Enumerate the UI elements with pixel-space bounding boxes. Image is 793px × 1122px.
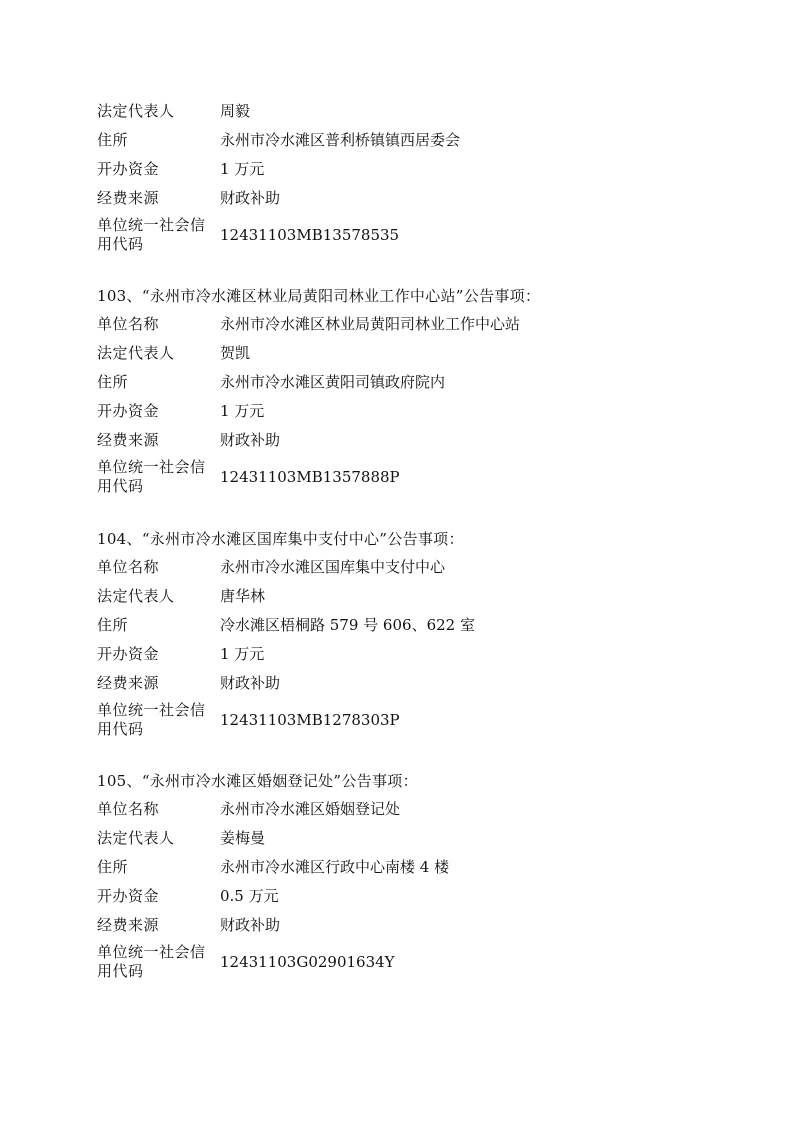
label-line: 单位统一社会信 (97, 216, 206, 234)
field-value: 周毅 (220, 102, 251, 120)
field-value: 0.5 万元 (220, 887, 279, 905)
field-label: 法定代表人 (97, 829, 175, 847)
field-value: 贺凯 (220, 344, 251, 362)
label-line: 用代码 (97, 477, 144, 495)
field-value: 1 万元 (220, 160, 265, 178)
field-value: 永州市冷水滩区普利桥镇镇西居委会 (220, 131, 461, 149)
field-label: 单位名称 (97, 315, 160, 333)
field-value: 财政补助 (220, 189, 281, 207)
field-label: 法定代表人 (97, 344, 175, 362)
entry-104-funds-row (97, 640, 717, 669)
field-label: 住所 (97, 131, 129, 149)
entry-103-credit-code-row (97, 455, 717, 499)
field-value: 姜梅曼 (220, 829, 266, 847)
entry-heading: 104、“永州市冷水滩区国库集中支付中心”公告事项： (97, 530, 464, 548)
field-value: 永州市冷水滩区黄阳司镇政府院内 (220, 373, 446, 391)
field-value: 永州市冷水滩区林业局黄阳司林业工作中心站 (220, 315, 521, 333)
field-value: 1 万元 (220, 402, 265, 420)
entry-103-name-row (97, 310, 717, 339)
entry-103-legal-rep-row (97, 339, 717, 368)
field-label: 开办资金 (97, 402, 160, 420)
field-label: 法定代表人 (97, 587, 175, 605)
field-label (97, 458, 220, 496)
entry-105-credit-code-row (97, 940, 717, 984)
field-label (97, 701, 220, 739)
field-value: 永州市冷水滩区行政中心南楼 4 楼 (220, 858, 450, 876)
entry-104-legal-rep-row (97, 582, 717, 611)
entry-105-address-row (97, 853, 717, 882)
field-value: 冷水滩区梧桐路 579 号 606、622 室 (220, 616, 475, 634)
field-label (97, 943, 220, 981)
entry-105 (97, 766, 717, 984)
field-label: 住所 (97, 858, 129, 876)
entry-105-funds-row (97, 882, 717, 911)
entry-102-funds-row (97, 155, 717, 184)
field-value: 永州市冷水滩区国库集中支付中心 (220, 558, 446, 576)
field-label: 单位名称 (97, 800, 160, 818)
credit-code-value: 12431103MB13578535 (220, 225, 400, 244)
field-value: 财政补助 (220, 674, 281, 692)
label-line: 单位统一社会信 (97, 943, 206, 961)
entry-105-source-row (97, 911, 717, 940)
field-label: 住所 (97, 616, 129, 634)
field-value: 唐华林 (220, 587, 266, 605)
entry-105-name-row (97, 795, 717, 824)
field-label: 经费来源 (97, 674, 160, 692)
entry-103-address-row (97, 368, 717, 397)
label-line: 用代码 (97, 720, 144, 738)
label-line: 用代码 (97, 962, 144, 980)
entry-105-legal-rep-row (97, 824, 717, 853)
field-label: 住所 (97, 373, 129, 391)
entry-103-funds-row (97, 397, 717, 426)
entry-104-address-row (97, 611, 717, 640)
field-value: 财政补助 (220, 431, 281, 449)
field-label: 经费来源 (97, 431, 160, 449)
field-label: 开办资金 (97, 645, 160, 663)
entry-104-source-row (97, 669, 717, 698)
entry-102-credit-code-row (97, 213, 717, 257)
field-value: 1 万元 (220, 645, 265, 663)
field-label: 经费来源 (97, 916, 160, 934)
label-line: 单位统一社会信 (97, 701, 206, 719)
label-line: 用代码 (97, 235, 144, 253)
field-label: 开办资金 (97, 887, 160, 905)
entry-102 (97, 97, 717, 257)
field-label: 开办资金 (97, 160, 160, 178)
entry-104-credit-code-row (97, 698, 717, 742)
entry-103-source-row (97, 426, 717, 455)
entry-heading: 103、“永州市冷水滩区林业局黄阳司林业工作中心站”公告事项： (97, 287, 541, 305)
entry-heading: 105、“永州市冷水滩区婚姻登记处”公告事项： (97, 772, 418, 790)
credit-code-value: 12431103G02901634Y (220, 952, 395, 971)
entry-103 (97, 281, 717, 499)
entry-104 (97, 524, 717, 742)
entry-104-name-row (97, 553, 717, 582)
field-label (97, 216, 220, 254)
entry-102-legal-rep-row (97, 97, 717, 126)
field-label: 法定代表人 (97, 102, 175, 120)
field-label: 经费来源 (97, 189, 160, 207)
entry-102-address-row (97, 126, 717, 155)
label-line: 单位统一社会信 (97, 458, 206, 476)
credit-code-value: 12431103MB1278303P (220, 710, 400, 729)
credit-code-value: 12431103MB1357888P (220, 467, 400, 486)
field-value: 永州市冷水滩区婚姻登记处 (220, 800, 401, 818)
field-value: 财政补助 (220, 916, 281, 934)
field-label: 单位名称 (97, 558, 160, 576)
entry-102-source-row (97, 184, 717, 213)
